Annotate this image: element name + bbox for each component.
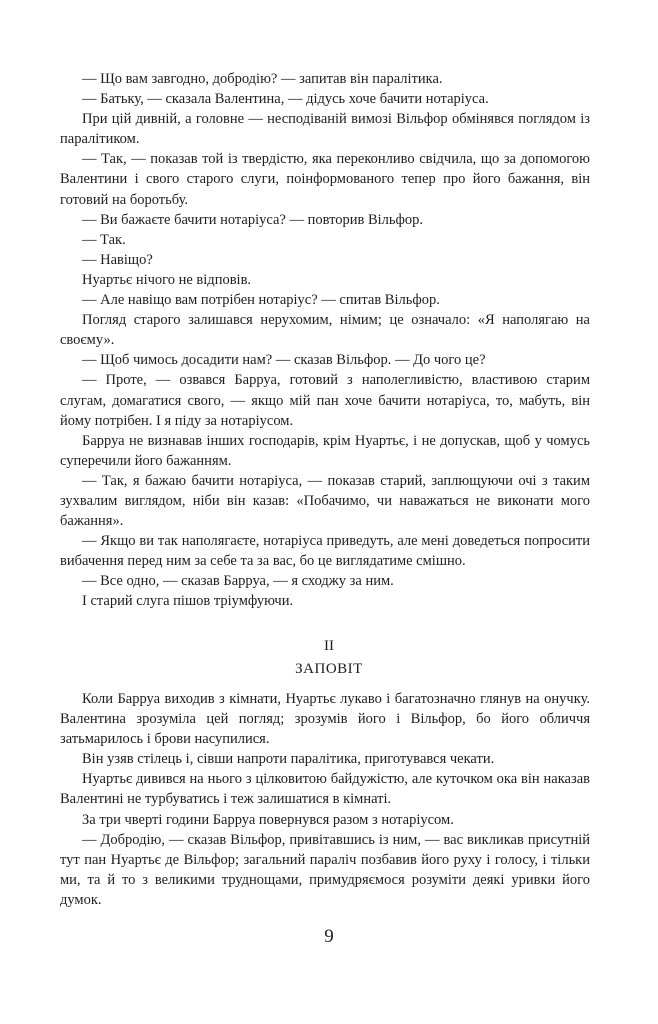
- paragraph: — Добродію, — сказав Вільфор, привітавшись із ним, — вас викликав присутній тут пан Нуартьє де Вільфор; загальний параліч позбавив його руху і голосу, і тільки ми, та й то з великими труднощами, примудряємося розуміти деякі уривки його думок.: [60, 831, 590, 908]
- paragraph: За три чверті години Барруа повернувся разом з нотаріусом.: [82, 811, 454, 828]
- text-section-1: [60, 69, 590, 612]
- paragraph: Коли Барруа виходив з кімнати, Нуартьє лукаво і багатозначно глянув на онучку. Валентина зрозуміла цей погляд; зрозумів його і Вільфор, бо його обличчя затьмарилось і брови насупилися.: [60, 691, 590, 748]
- paragraph: — Якщо ви так наполягаєте, нотаріуса приведуть, але мені доведеться попросити вибачення перед ним за себе та за вас, бо це виглядатиме смішно.: [60, 533, 590, 570]
- paragraph: — Батьку, — сказала Валентина, — дідусь хоче бачити нотаріуса.: [82, 91, 489, 108]
- paragraph: Він узяв стілець і, сівши напроти паралітика, приготувався чекати.: [82, 751, 495, 768]
- paragraph: — Так, — показав той із твердістю, яка переконливо свідчила, що за допомогою Валентини і свого старого слуги, поінформованого тепер про його бажання, він готовий на боротьбу.: [60, 151, 590, 208]
- paragraph: — Але навіщо вам потрібен нотаріус? — спитав Вільфор.: [82, 292, 440, 309]
- paragraph: — Проте, — озвався Барруа, готовий з наполегливістю, властивою старим слугам, домагатися свого, — якщо мій пан хоче бачити нотаріуса, то, мабуть, він йому потрібен. І я піду за нотаріусом.: [60, 372, 590, 429]
- paragraph: При цій дивній, а головне — несподіваній вимозі Вільфор обмінявся поглядом із паралітиком.: [60, 111, 590, 148]
- paragraph: — Навіщо?: [82, 251, 153, 268]
- chapter-number: II: [324, 638, 334, 654]
- paragraph: — Так.: [82, 231, 126, 248]
- paragraph: — Ви бажаєте бачити нотаріуса? — повторив Вільфор.: [82, 211, 424, 228]
- paragraph: — Все одно, — сказав Барруа, — я сходжу за ним.: [82, 573, 394, 590]
- paragraph: — Так, я бажаю бачити нотаріуса, — показав старий, заплющуючи очі з таким зухвалим виглядом, ніби він казав: «Побачимо, чи наважаться не виконати мого бажання».: [60, 472, 590, 530]
- paragraph: Барруа не визнавав інших господарів, крім Нуартьє, і не допускав, щоб у чомусь суперечили його бажанням.: [60, 432, 590, 469]
- page-number: 9: [324, 926, 334, 947]
- paragraph: — Щоб чимось досадити нам? — сказав Вільфор. — До чого це?: [82, 352, 486, 369]
- text-section-2: [60, 689, 590, 910]
- paragraph: Погляд старого залишався нерухомим, німим; це означало: «Я наполягаю на своєму».: [60, 312, 590, 349]
- paragraph: Нуартьє дивився на нього з цілковитою байдужістю, але куточком ока він наказав Валентині не турбуватись і теж залишатися в кімнаті.: [60, 771, 590, 808]
- paragraph: І старий слуга пішов тріумфуючи.: [82, 593, 294, 610]
- paragraph: — Що вам завгодно, добродію? — запитав він паралітика.: [82, 71, 443, 87]
- paragraph: Нуартьє нічого не відповів.: [82, 271, 252, 288]
- chapter-title: ЗАПОВІТ: [295, 661, 363, 677]
